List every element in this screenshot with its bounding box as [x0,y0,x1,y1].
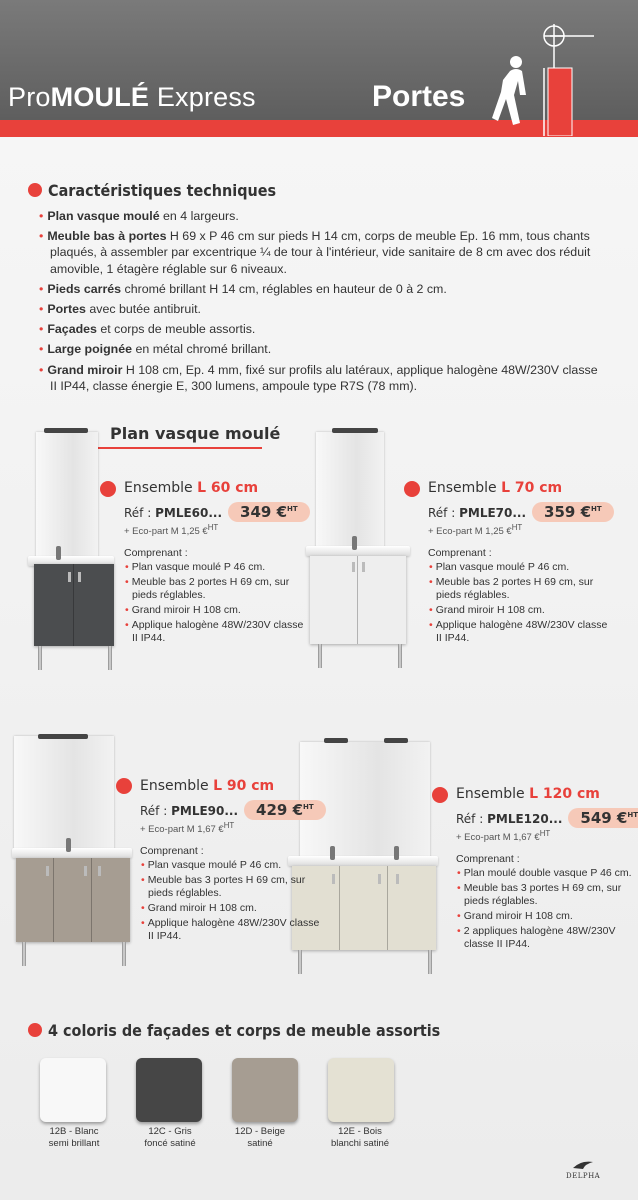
offer-ref: Réf : PMLE60... 349 €$^{HT}$ [124,502,304,522]
leg [298,950,302,974]
swatch-wood [328,1058,394,1122]
tap-icon [352,536,357,550]
delpha-bird-icon [571,1160,595,1170]
bullet-dot-icon [28,1023,42,1037]
specs-heading: Caractéristiques techniques [28,181,276,200]
tap-icon [394,846,399,860]
mirror [36,432,98,564]
offer-ref: Réf : PMLE120... 549 €$^{HT}$ [456,808,632,828]
list-item: • Meuble bas 3 portes H 69 cm, sur pieds réglables. [140,874,320,900]
list-item: • Meuble bas 2 portes H 69 cm, sur pieds réglables. [124,576,304,602]
mirror [14,736,114,852]
cabinet-body [16,858,130,942]
leg [318,644,322,668]
tap-icon [66,838,71,852]
eco-part: + Eco-part M 1,67 €$^{HT}$ [456,829,551,844]
price-badge: 549 €$^{HT}$ [568,808,638,828]
offer-title: Ensemble L 90 cm [140,778,275,794]
list-item: • Grand miroir H 108 cm. [140,902,320,915]
spec-item: • Façades et corps de meuble assortis. [38,321,598,337]
specs-list [38,208,598,398]
includes-label: Comprenant : [124,547,188,560]
price-badge: 429 €$^{HT}$ [244,800,326,820]
leg [22,942,26,966]
bullet-dot-icon [404,481,420,497]
colors-heading: 4 coloris de façades et corps de meuble assortis [28,1021,440,1040]
leg [398,644,402,668]
list-item: • Grand miroir H 108 cm. [456,910,632,923]
spec-item: • Portes avec butée antibruit. [38,301,598,317]
includes-label: Comprenant : [428,547,492,560]
tap-icon [56,546,61,560]
swatch-label: 12B - Blanc semi brillant [48,1126,100,1149]
lamp-icon [384,738,408,743]
brand-title: ProMOULÉ Express [8,82,256,112]
includes-list [140,859,320,943]
bullet-dot-icon [432,787,448,803]
bullet-dot-icon [116,778,132,794]
basin [12,848,132,858]
lamp-icon [38,734,88,739]
includes-list [456,867,632,951]
basin [306,546,410,556]
list-item: • Applique halogène 48W/230V classe II IP44. [428,619,608,645]
spec-item: • Meuble bas à portes H 69 x P 46 cm sur pieds H 14 cm, corps de meuble Ep. 16 mm, tous chants plaqués, à assembler par excentrique ¼ de tour à l'intérieur, vide sanitaire de 8 cm avec dos réduit amovible, 1 étagère réglable sur 6 niveaux. [38,228,598,277]
eco-part: + Eco-part M 1,25 €$^{HT}$ [428,523,523,538]
leg [122,942,126,966]
list-item: • Plan vasque moulé P 46 cm. [140,859,320,872]
offer-ref: Réf : PMLE90... 429 €$^{HT}$ [140,800,320,820]
mirror [316,432,384,564]
section-title: Portes [372,80,466,113]
includes-label: Comprenant : [456,853,520,866]
swatch-label: 12C - Gris foncé satiné [144,1126,196,1149]
offer-card-90 [140,778,320,945]
cabinet-body [34,564,114,646]
swatch-beige [232,1058,298,1122]
list-item: • Plan vasque moulé P 46 cm. [124,561,304,574]
bullet-dot-icon [100,481,116,497]
swatch-white [40,1058,106,1122]
list-item: • Grand miroir H 108 cm. [428,604,608,617]
list-item: • Plan moulé double vasque P 46 cm. [456,867,632,880]
spec-item: • Pieds carrés chromé brillant H 14 cm, réglables en hauteur de 0 à 2 cm. [38,281,598,297]
offer-title: Ensemble L 120 cm [456,786,600,802]
includes-label: Comprenant : [140,845,204,858]
includes-list [124,561,304,645]
price-badge: 349 €$^{HT}$ [228,502,310,522]
offer-card-70 [428,480,608,647]
spec-item: • Large poignée en métal chromé brillant. [38,341,598,357]
swatch-gray [136,1058,202,1122]
cabinet-body [310,556,406,644]
price-badge: 359 €$^{HT}$ [532,502,614,522]
includes-list [428,561,608,645]
list-item: • Grand miroir H 108 cm. [124,604,304,617]
leg [108,646,112,670]
bullet-dot-icon [28,183,42,197]
list-item: • 2 appliques halogène 48W/230V classe II IP44. [456,925,632,951]
spec-item: • Plan vasque moulé en 4 largeurs. [38,208,598,224]
eco-part: + Eco-part M 1,25 €$^{HT}$ [124,523,219,538]
offer-title: Ensemble L 60 cm [124,480,259,496]
leg [428,950,432,974]
list-item: • Plan vasque moulé P 46 cm. [428,561,608,574]
list-item: • Applique halogène 48W/230V classe II IP44. [140,917,320,943]
list-item: • Meuble bas 2 portes H 69 cm, sur pieds réglables. [428,576,608,602]
leg [38,646,42,670]
swatch-label: 12D - Beige satiné [234,1126,286,1149]
offer-ref: Réf : PMLE70... 359 €$^{HT}$ [428,502,608,522]
person-door-pictogram-icon [486,14,606,136]
offer-card-120 [456,786,638,953]
offer-title: Ensemble L 70 cm [428,480,563,496]
spec-item: • Grand miroir H 108 cm, Ep. 4 mm, fixé sur profils alu latéraux, applique halogène 48W/230V classe II IP44, classe énergie E, 300 lumens, ampoule type R7S (78 mm). [38,362,598,394]
lamp-icon [324,738,348,743]
lamp-icon [44,428,88,433]
list-item: • Applique halogène 48W/230V classe II IP44. [124,619,304,645]
list-item: • Meuble bas 3 portes H 69 cm, sur pieds réglables. [456,882,632,908]
subtitle: Plan vasque moulé [110,424,281,443]
tap-icon [330,846,335,860]
swatch-label: 12E - Bois blanchi satiné [330,1126,390,1149]
offer-card-60 [124,480,304,647]
delpha-logo: DELPHA [566,1160,600,1180]
eco-part: + Eco-part M 1,67 €$^{HT}$ [140,821,235,836]
subtitle-underline [92,447,262,449]
lamp-icon [332,428,378,433]
